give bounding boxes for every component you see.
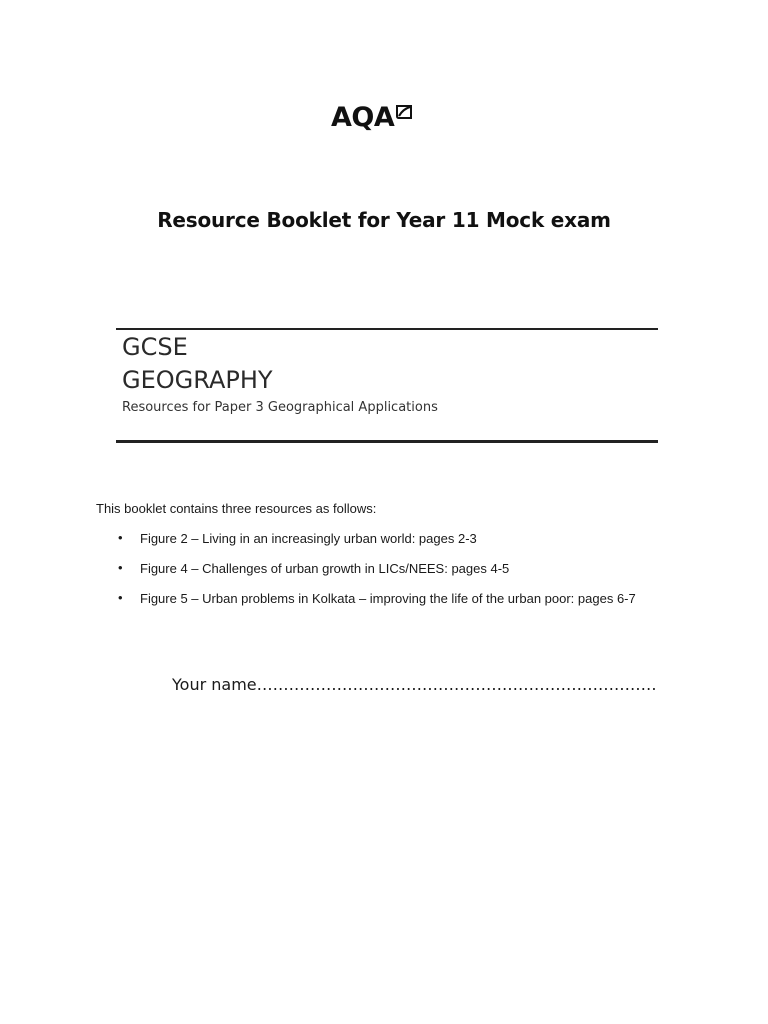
- bullet: •: [118, 560, 123, 575]
- name-label: Your name: [172, 675, 257, 694]
- bullet: •: [118, 530, 123, 545]
- booklet-title: Resource Booklet for Year 11 Mock exam: [157, 208, 611, 232]
- aqa-logo: [331, 104, 412, 131]
- paper-subtitle: Resources for Paper 3 Geographical Applications: [122, 400, 438, 415]
- name-dots: …………………………………………………………………: [256, 675, 657, 694]
- bullet: •: [118, 590, 123, 605]
- list-item: [118, 591, 636, 621]
- bottom-divider: [116, 440, 658, 443]
- aqa-leaf-icon: [396, 105, 412, 124]
- logo-text: AQA: [331, 102, 395, 133]
- resource-text: Figure 4 – Challenges of urban growth in LICs/NEES: pages 4-5: [140, 561, 510, 576]
- top-divider: [116, 328, 658, 330]
- intro-text: This booklet contains three resources as follows:: [96, 501, 377, 516]
- resource-text: Figure 5 – Urban problems in Kolkata – improving the life of the urban poor: pages 6-7: [140, 591, 636, 606]
- resource-text: Figure 2 – Living in an increasingly urban world: pages 2-3: [140, 531, 477, 546]
- list-item: [118, 561, 636, 591]
- name-field: [172, 675, 657, 694]
- subject-heading: GEOGRAPHY: [122, 366, 273, 394]
- qualification-heading: GCSE: [122, 333, 188, 361]
- resource-list: [118, 531, 636, 621]
- list-item: [118, 531, 636, 561]
